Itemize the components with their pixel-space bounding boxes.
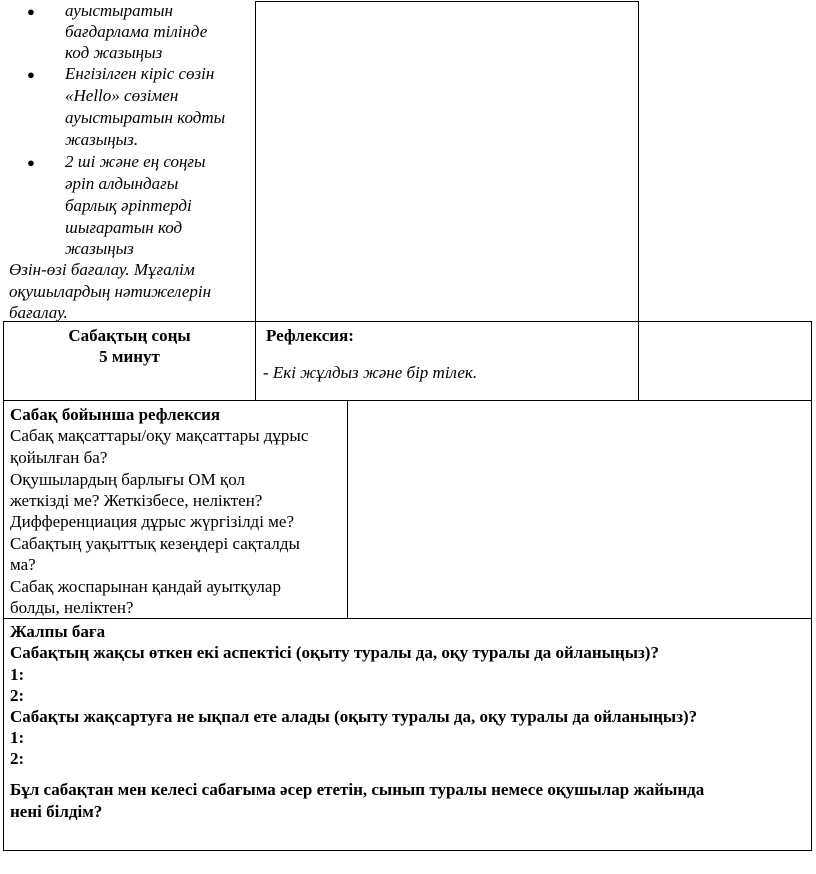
summary-question-3-line2: нені білдім? bbox=[10, 802, 103, 821]
summary-question-1: Сабақтың жақсы өткен екі аспектісі (оқыту туралы да, оқу туралы да ойланыңыз)? bbox=[10, 643, 659, 662]
task1-line1: ауыстыратын bbox=[65, 1, 173, 20]
reflection-question-line: Оқушылардың барлығы ОМ қол bbox=[10, 470, 245, 489]
bullet-icon: ● bbox=[27, 155, 35, 170]
reflection-question-line: жеткізді ме? Жеткізбесе, неліктен? bbox=[10, 491, 263, 510]
summary-q1-item1: 1: bbox=[10, 665, 25, 684]
summary-q2-item2: 2: bbox=[10, 749, 25, 768]
task2-line3: ауыстыратын кодты bbox=[65, 108, 226, 127]
task3-line2: әріп алдындағы bbox=[65, 174, 179, 193]
summary-title: Жалпы баға bbox=[10, 622, 106, 641]
reflection-question-line: болды, неліктен? bbox=[10, 598, 134, 617]
reflection-question-line: ма? bbox=[10, 555, 36, 574]
summary-q1-item2: 2: bbox=[10, 686, 25, 705]
lesson-reflection-title: Сабақ бойынша рефлексия bbox=[10, 405, 221, 424]
reflection-question-line: Дифференциация дұрыс жүргізілді ме? bbox=[10, 512, 295, 531]
summary-q2-item1: 1: bbox=[10, 728, 25, 747]
reflection-title: Рефлексия: bbox=[266, 326, 354, 345]
reflection-question-line: Сабақ жоспарынан қандай ауытқулар bbox=[10, 577, 281, 596]
border-reflection-bottom bbox=[3, 618, 812, 619]
task2-line4: жазыңыз. bbox=[65, 130, 139, 149]
task3-line1: 2 ші және ең соңғы bbox=[65, 152, 206, 171]
task3-line4: шығаратын код bbox=[65, 218, 183, 237]
task3-line3: барлық әріптерді bbox=[65, 196, 192, 215]
summary-question-2: Сабақты жақсартуға не ықпал ете алады (оқыту туралы да, оқу туралы да ойланыңыз)? bbox=[10, 707, 698, 726]
assessment-line1: Өзін-өзі бағалау. Мұғалім bbox=[9, 260, 195, 279]
border-row2-divider bbox=[255, 321, 256, 400]
border-top-upper bbox=[255, 1, 638, 2]
reflection-question-line: қойылған ба? bbox=[10, 448, 108, 467]
assessment-line3: бағалау. bbox=[9, 303, 68, 322]
border-reflection-divider bbox=[347, 400, 348, 618]
border-col-divider-2 bbox=[638, 1, 639, 400]
bullet-icon: ● bbox=[27, 4, 35, 19]
border-row1-bottom bbox=[3, 321, 812, 322]
border-bottom bbox=[3, 850, 812, 851]
assessment-line2: оқушылардың нәтижелерін bbox=[9, 282, 212, 301]
task2-line1: Енгізілген кіріс сөзін bbox=[65, 64, 215, 83]
bullet-icon: ● bbox=[27, 67, 35, 82]
border-col-divider-1 bbox=[255, 1, 256, 321]
task2-line2: «Hello» сөзімен bbox=[65, 86, 179, 105]
task1-line3: код жазыңыз bbox=[65, 43, 163, 62]
reflection-text: - Екі жұлдыз және бір тілек. bbox=[263, 363, 478, 382]
stage-time: 5 минут bbox=[99, 347, 160, 366]
reflection-question-line: Сабақ мақсаттары/оқу мақсаттары дұрыс bbox=[10, 426, 309, 445]
stage-title: Сабақтың соңы bbox=[68, 326, 191, 345]
reflection-question-line: Сабақтың уақыттық кезеңдері сақталды bbox=[10, 534, 300, 553]
summary-question-3-line1: Бұл сабақтан мен келесі сабағыма әсер ететін, сынып туралы немесе оқушылар жайында bbox=[10, 780, 705, 799]
task3-line5: жазыңыз bbox=[65, 239, 134, 258]
border-row2-bottom bbox=[3, 400, 812, 401]
task1-line2: бағдарлама тілінде bbox=[65, 22, 208, 41]
